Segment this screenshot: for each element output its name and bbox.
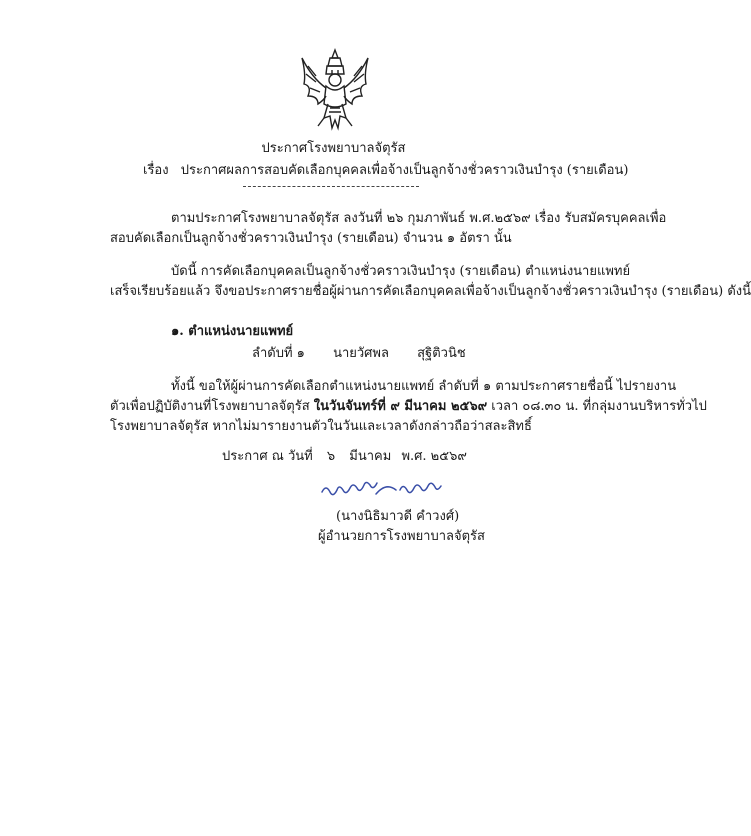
- para1-line2: สอบคัดเลือกเป็นลูกจ้างชั่วคราวเงินบำรุง (รายเดือน) จำนวน ๑ อัตรา นั้น: [110, 231, 512, 246]
- report-date: ในวันจันทร์ที่ ๙ มีนาคม ๒๕๖๙: [313, 399, 488, 414]
- announce-month: มีนาคม: [349, 449, 392, 464]
- announce-day: ๖: [326, 449, 336, 464]
- para3-line1: ทั้งนี้ ขอให้ผู้ผ่านการคัดเลือกตำแหน่งนายแพทย์ ลำดับที่ ๑ ตามประกาศรายชื่อนี้ ไปรายงาน: [171, 379, 677, 394]
- subject-label: เรื่อง: [143, 163, 169, 178]
- para1-line1: ตามประกาศโรงพยาบาลจัตุรัส ลงวันที่ ๒๖ กุมภาพันธ์ พ.ศ.๒๕๖๙ เรื่อง รับสมัครบุคคลเพื่อ: [171, 211, 667, 226]
- signature-image: [318, 476, 456, 502]
- para3-line2: [110, 398, 707, 415]
- announce-label: ประกาศ ณ วันที่: [222, 449, 313, 464]
- divider: [243, 186, 419, 187]
- subject-text: ประกาศผลการสอบคัดเลือกบุคคลเพื่อจ้างเป็นลูกจ้างชั่วคราวเงินบำรุง (รายเดือน): [180, 163, 629, 178]
- candidate-name: นายวัศพล: [333, 346, 389, 361]
- announce-line: [222, 448, 467, 465]
- subject-line: [143, 162, 628, 179]
- announce-year: พ.ศ. ๒๕๖๙: [401, 449, 467, 464]
- rank-label: ลำดับที่ ๑: [252, 346, 305, 361]
- position-title: ๑. ตำแหน่งนายแพทย์: [171, 324, 294, 339]
- para3-line2-a: ตัวเพื่อปฏิบัติงานที่โรงพยาบาลจัตุรัส: [110, 399, 310, 414]
- garuda-emblem-icon: [296, 44, 374, 136]
- signer-title: ผู้อำนวยการโรงพยาบาลจัตุรัส: [318, 529, 485, 544]
- para2-line2: เสร็จเรียบร้อยแล้ว จึงขอประกาศรายชื่อผู้ผ่านการคัดเลือกบุคคลเพื่อจ้างเป็นลูกจ้างชั่วคราวเงินบำรุง (รายเดือน) ดังนี้: [110, 284, 751, 299]
- signer-name: (นางนิธิมาวดี คำวงศ์): [336, 509, 460, 524]
- para2-line1: บัดนี้ การคัดเลือกบุคคลเป็นลูกจ้างชั่วคราวเงินบำรุง (รายเดือน) ตำแหน่งนายแพทย์: [171, 264, 631, 279]
- para3-line3: โรงพยาบาลจัตุรัส หากไม่มารายงานตัวในวันและเวลาดังกล่าวถือว่าสละสิทธิ์: [110, 419, 532, 434]
- para3-line2-c: เวลา ๐๘.๓๐ น. ที่กลุ่มงานบริหารทั่วไป: [491, 399, 707, 414]
- org-heading: ประกาศโรงพยาบาลจัตุรัส: [261, 141, 406, 156]
- candidate-row: [252, 345, 466, 362]
- candidate-surname: สุฐิติวนิช: [417, 346, 466, 361]
